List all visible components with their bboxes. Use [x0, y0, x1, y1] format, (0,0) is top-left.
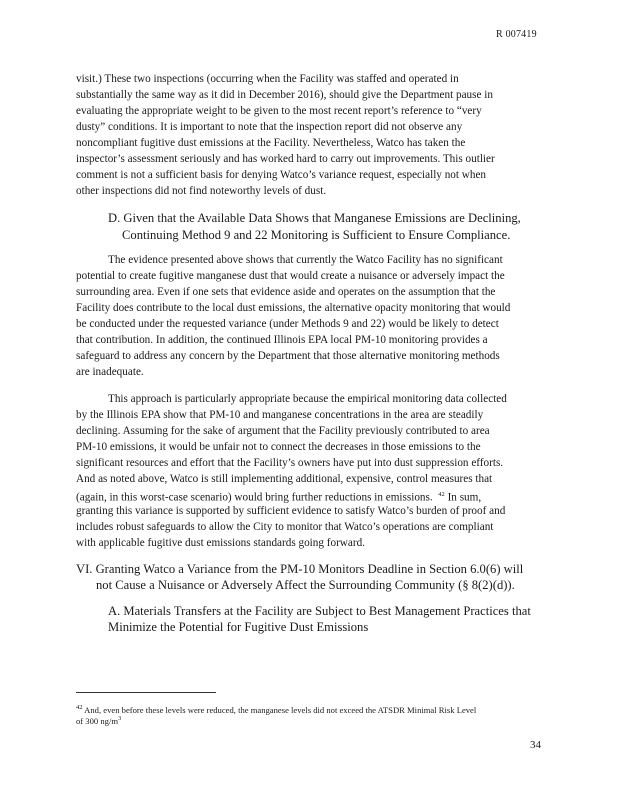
text-line: substantially the same way as it did in December 2016), should give the Department pause in	[76, 89, 493, 101]
heading-line: Continuing Method 9 and 22 Monitoring is Sufficient to Ensure Compliance.	[122, 228, 511, 242]
text-line: potential to create fugitive manganese dust that would create a nuisance or adversely impact the	[76, 270, 505, 282]
text-line: evaluating the appropriate weight to be given to the most recent report’s reference to “very	[76, 105, 482, 117]
text-segment: (again, in this worst-case scenario) would bring further reductions in emissions.	[76, 491, 433, 504]
text-line: that contribution. In addition, the continued Illinois EPA local PM-10 monitoring provides a	[76, 334, 488, 346]
document-id: R 007419	[496, 29, 537, 40]
text-line: declining. Assuming for the sake of argument that the Facility previously contributed to area	[76, 425, 490, 437]
text-line: PM-10 emissions, it would be unfair not to connect the decreases in those emissions to the	[76, 441, 481, 453]
text-line: be conducted under the requested variance (under Methods 9 and 22) would be likely to detect	[76, 318, 499, 330]
text-segment: In sum,	[444, 491, 482, 504]
footnote-separator	[76, 692, 216, 693]
text-line	[76, 488, 481, 505]
text-line: Facility does contribute to the local dust emissions, the alternative opacity monitoring that would	[76, 302, 511, 314]
text-line: other inspections did not find noteworthy levels of dust.	[76, 185, 327, 197]
text-line: granting this variance is supported by sufficient evidence to satisfy Watco’s burden of proof and	[76, 505, 506, 517]
text-line: includes robust safeguards to allow the City to monitor that Watco’s operations are compliant	[76, 521, 494, 533]
heading-line: Minimize the Potential for Fugitive Dust Emissions	[108, 620, 369, 634]
text-line: with applicable fugitive dust emissions standards going forward.	[76, 537, 365, 549]
text-line: by the Illinois EPA show that PM-10 and manganese concentrations in the area are steadily	[76, 409, 484, 421]
page-number: 34	[530, 739, 541, 751]
footnote-line	[76, 713, 121, 727]
heading-line: D. Given that the Available Data Shows that Manganese Emissions are Declining,	[108, 211, 521, 225]
footnote-reference[interactable]: 42	[438, 491, 445, 498]
footnote-text: of 300 ng/m	[76, 715, 119, 726]
heading-line: not Cause a Nuisance or Adversely Affect the Surrounding Community (§ 8(2)(d)).	[96, 578, 515, 592]
text-line: inspector’s assessment seriously and has worked hard to carry out improvements. This outlier	[76, 153, 495, 165]
text-line: are inadequate.	[76, 366, 144, 378]
superscript: 3	[118, 715, 122, 722]
footnote-text: And, even before these levels were reduced, the manganese levels did not exceed the ATSDR Minimal Risk Level	[82, 704, 477, 715]
text-line: significant resources and effort that the Facility’s owners have put into dust suppression efforts.	[76, 457, 504, 469]
footnote-marker: 42	[76, 704, 83, 711]
text-line: This approach is particularly appropriate because the empirical monitoring data collected	[108, 393, 507, 405]
text-line: And as noted above, Watco is still implementing additional, expensive, control measures that	[76, 473, 493, 485]
heading-line: VI. Granting Watco a Variance from the PM-10 Monitors Deadline in Section 6.0(6) will	[76, 562, 524, 576]
text-line: safeguard to address any concern by the Department that those alternative monitoring methods	[76, 350, 500, 362]
text-line: The evidence presented above shows that currently the Watco Facility has no significant	[108, 254, 503, 266]
text-line: comment is not a sufficient basis for denying Watco’s variance request, especially not when	[76, 169, 487, 181]
text-line: dusty” conditions. It is important to note that the inspection report did not observe any	[76, 121, 463, 133]
footnote-line	[76, 702, 476, 716]
text-line: surrounding area. Even if one sets that evidence aside and operates on the assumption that the	[76, 286, 496, 298]
text-line: visit.) These two inspections (occurring when the Facility was staffed and operated in	[76, 73, 459, 85]
text-line: noncompliant fugitive dust emissions at the Facility. Nevertheless, Watco has taken the	[76, 137, 466, 149]
heading-line: A. Materials Transfers at the Facility are Subject to Best Management Practices that	[108, 604, 531, 618]
